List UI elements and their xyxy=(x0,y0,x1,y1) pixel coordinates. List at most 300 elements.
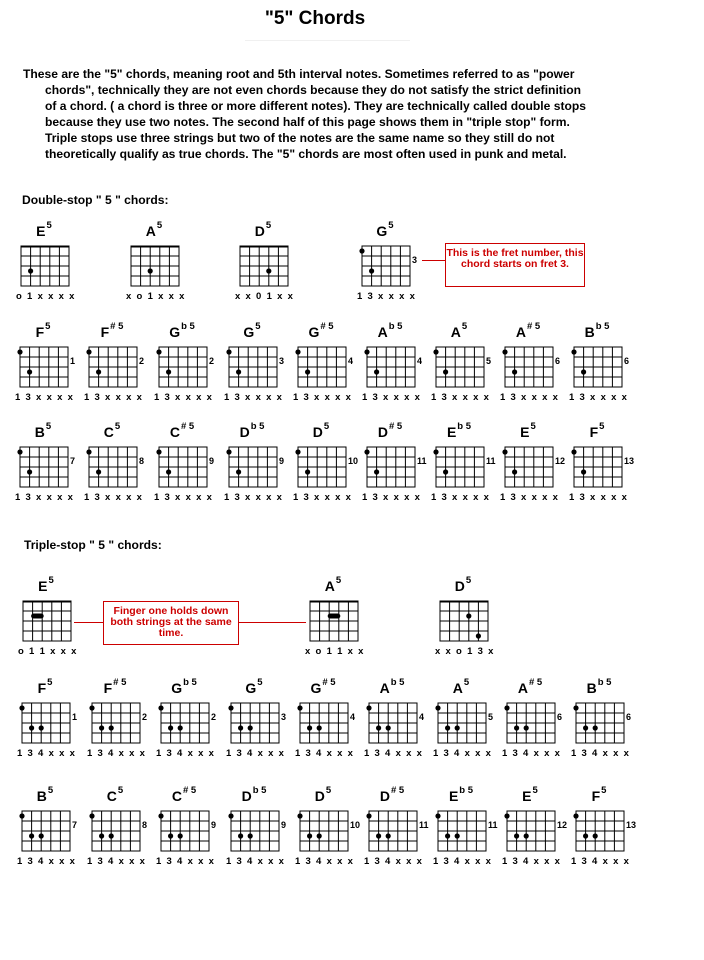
chord-name xyxy=(239,220,287,239)
fretboard-grid xyxy=(368,702,418,744)
chord-quality: # 5 xyxy=(390,785,405,796)
chord-name xyxy=(368,677,416,696)
chord-root: F xyxy=(37,680,47,696)
finger-numbers: 1 3 4 x x x xyxy=(433,748,493,759)
finger-dot xyxy=(17,349,22,354)
finger-dot xyxy=(39,833,44,838)
finger-dot xyxy=(573,705,578,710)
finger-dot xyxy=(366,705,371,710)
fret-number-callout: This is the fret number, this chord starts on fret 3. xyxy=(445,243,585,287)
fretboard-grid xyxy=(160,702,210,744)
chord-name xyxy=(575,785,623,804)
finger-dot xyxy=(99,725,104,730)
double-stop-heading: Double-stop " 5 " chords: xyxy=(22,193,169,207)
finger-dot xyxy=(571,349,576,354)
fretboard-grid xyxy=(435,446,485,488)
chord-name xyxy=(228,321,276,340)
fret-number: 7 xyxy=(72,820,78,830)
chord-root: E xyxy=(522,788,532,804)
chord-name xyxy=(366,421,414,440)
finger-numbers: x o 1 x x x xyxy=(126,291,186,302)
chord-quality: b 5 xyxy=(388,321,403,332)
finger-numbers: 1 3 x x x x xyxy=(224,392,284,403)
finger-numbers: 1 3 4 x x x xyxy=(502,856,562,867)
finger-dot xyxy=(573,813,578,818)
chord-name xyxy=(230,785,278,804)
finger-dot xyxy=(109,833,114,838)
finger-dot xyxy=(512,469,517,474)
finger-dot xyxy=(166,369,171,374)
fretboard-grid xyxy=(439,600,489,642)
finger-dot xyxy=(307,725,312,730)
chord-name xyxy=(130,220,178,239)
chord-name xyxy=(309,575,357,594)
chord-root: F xyxy=(591,788,601,804)
finger-dot xyxy=(236,369,241,374)
chord-name xyxy=(19,321,67,340)
chord-root: G xyxy=(243,324,255,340)
finger-numbers: 1 3 x x x x xyxy=(362,492,422,503)
chord-quality: 5 xyxy=(323,421,330,432)
fret-number: 4 xyxy=(419,712,425,722)
fretboard-grid xyxy=(361,245,411,287)
fretboard-grid xyxy=(230,810,280,852)
fret-number: 11 xyxy=(486,456,496,466)
chord-name xyxy=(88,321,136,340)
fretboard-grid xyxy=(366,446,416,488)
fretboard-grid xyxy=(573,446,623,488)
fretboard-grid xyxy=(575,810,625,852)
finger-numbers: 1 3 x x x x xyxy=(84,492,144,503)
fret-number: 10 xyxy=(350,820,361,830)
finger-numbers: 1 3 x x x x xyxy=(431,492,491,503)
chord-quality: b 5 xyxy=(457,421,472,432)
page-title: "5" Chords xyxy=(264,8,366,29)
finger-dot xyxy=(514,725,519,730)
chord-quality: 5 xyxy=(48,575,54,586)
chord-quality: 5 xyxy=(265,220,272,231)
fret-number: 2 xyxy=(209,356,215,366)
chord-quality: b 5 xyxy=(250,421,265,432)
fret-number: 8 xyxy=(139,456,145,466)
intro-line: Triple stops use three strings but two of the notes are the same name so they still do not xyxy=(45,131,555,145)
finger-dot xyxy=(28,268,33,273)
finger-dot xyxy=(476,633,481,638)
fretboard-grid xyxy=(230,702,280,744)
chord-name xyxy=(299,677,347,696)
finger-dot xyxy=(369,268,374,273)
fretboard-grid xyxy=(91,702,141,744)
finger-dot xyxy=(236,469,241,474)
fretboard-grid xyxy=(437,702,487,744)
chord-root: G xyxy=(245,680,257,696)
finger-dot xyxy=(502,449,507,454)
fret-number: 3 xyxy=(281,712,287,722)
fretboard-grid xyxy=(299,702,349,744)
fretboard-grid xyxy=(88,446,138,488)
fretboard-grid xyxy=(297,346,347,388)
finger-dot xyxy=(593,725,598,730)
fret-number: 1 xyxy=(70,356,76,366)
finger-dot xyxy=(297,705,302,710)
chord-name xyxy=(299,785,347,804)
fretboard-grid xyxy=(573,346,623,388)
finger-dot xyxy=(226,349,231,354)
chord-name xyxy=(437,785,485,804)
finger-dot xyxy=(364,349,369,354)
finger-dot xyxy=(593,833,598,838)
finger-dot xyxy=(445,833,450,838)
finger-dot xyxy=(305,469,310,474)
chord-quality: # 5 xyxy=(528,677,543,688)
chord-quality: 5 xyxy=(257,677,263,688)
finger-dot xyxy=(433,449,438,454)
chord-root: G xyxy=(171,680,183,696)
fret-number: 5 xyxy=(488,712,494,722)
finger-dot xyxy=(435,705,440,710)
finger-dot xyxy=(504,813,509,818)
fret-number: 9 xyxy=(211,820,217,830)
finger-numbers: 1 3 x x x x xyxy=(293,492,353,503)
chord-root: A xyxy=(517,680,528,696)
chord-quality: 5 xyxy=(114,421,121,432)
chord-quality: # 5 xyxy=(320,321,334,332)
chord-name xyxy=(439,575,487,594)
chord-root: A xyxy=(452,680,463,696)
chord-root: F xyxy=(100,324,110,340)
finger-dot xyxy=(168,725,173,730)
chord-quality: b 5 xyxy=(252,785,267,796)
finger-dot xyxy=(158,705,163,710)
chord-root: E xyxy=(448,788,459,804)
finger-dot xyxy=(86,349,91,354)
finger-numbers: 1 3 4 x x x xyxy=(364,748,424,759)
finger-callout-connector-left xyxy=(74,622,104,623)
finger-dot xyxy=(466,613,471,618)
chord-root: F xyxy=(589,424,599,440)
finger-dot xyxy=(27,369,32,374)
finger-numbers: 1 3 4 x x x xyxy=(502,748,562,759)
chord-root: B xyxy=(36,788,47,804)
finger-dot xyxy=(238,725,243,730)
chord-root: B xyxy=(34,424,45,440)
fret-number: 9 xyxy=(281,820,287,830)
finger-dot xyxy=(376,725,381,730)
chord-root: G xyxy=(308,324,320,340)
chord-root: D xyxy=(239,424,250,440)
fret-number: 12 xyxy=(557,820,568,830)
finger-numbers: 1 3 x x x x xyxy=(362,392,422,403)
fretboard-grid xyxy=(299,810,349,852)
finger-dot xyxy=(266,268,271,273)
chord-name xyxy=(506,785,554,804)
chord-root: B xyxy=(584,324,595,340)
finger-numbers: 1 3 4 x x x xyxy=(295,856,355,867)
chord-quality: # 5 xyxy=(322,677,336,688)
fret-number: 7 xyxy=(70,456,76,466)
fretboard-grid xyxy=(435,346,485,388)
finger-dot xyxy=(443,369,448,374)
intro-line: theoretically qualify as true chords. The "5" chords are most often used in punk and metal. xyxy=(45,147,567,161)
fretboard-grid xyxy=(160,810,210,852)
chord-name xyxy=(20,220,68,239)
chord-quality: b 5 xyxy=(597,677,612,688)
finger-numbers: x x 0 1 x x xyxy=(235,291,295,302)
fretboard-grid xyxy=(20,245,70,287)
chord-quality: b 5 xyxy=(181,321,195,332)
finger-dot xyxy=(455,725,460,730)
finger-numbers: 1 3 4 x x x xyxy=(17,748,77,759)
chord-root: G xyxy=(169,324,181,340)
finger-dot xyxy=(99,833,104,838)
chord-quality: 5 xyxy=(156,220,163,231)
finger-callout-connector-right xyxy=(238,622,306,623)
finger-dot xyxy=(386,725,391,730)
fretboard-grid xyxy=(158,446,208,488)
chord-root: C xyxy=(106,788,117,804)
fret-number: 1 xyxy=(72,712,78,722)
finger-dot xyxy=(512,369,517,374)
fretboard-grid xyxy=(19,346,69,388)
finger-dot xyxy=(96,369,101,374)
chord-name xyxy=(160,785,208,804)
fretboard-grid xyxy=(575,702,625,744)
fret-number: 6 xyxy=(555,356,561,366)
chord-quality: # 5 xyxy=(180,421,195,432)
finger-dot xyxy=(89,813,94,818)
finger-numbers: 1 3 4 x x x xyxy=(571,748,631,759)
finger-dot xyxy=(295,349,300,354)
chord-name xyxy=(573,421,621,440)
chord-name xyxy=(297,421,345,440)
fretboard-grid xyxy=(130,245,180,287)
chord-quality: # 5 xyxy=(110,321,124,332)
chord-quality: 5 xyxy=(465,575,472,586)
finger-dot xyxy=(148,268,153,273)
chord-quality: 5 xyxy=(532,785,538,796)
finger-dot xyxy=(158,813,163,818)
fret-number: 2 xyxy=(211,712,217,722)
fretboard-grid xyxy=(158,346,208,388)
fret-callout-connector xyxy=(422,260,446,261)
chord-quality: b 5 xyxy=(390,677,405,688)
fret-number: 13 xyxy=(626,820,637,830)
finger-dot xyxy=(581,469,586,474)
finger-numbers: 1 3 x x x x xyxy=(224,492,284,503)
fret-number: 10 xyxy=(348,456,359,466)
fretboard-grid xyxy=(504,446,554,488)
finger-dot xyxy=(514,833,519,838)
fretboard-grid xyxy=(91,810,141,852)
finger-dot xyxy=(359,248,364,253)
finger-dot xyxy=(248,725,253,730)
fret-number: 13 xyxy=(624,456,635,466)
chord-name xyxy=(91,785,139,804)
chord-quality: 5 xyxy=(47,677,53,688)
finger-dot xyxy=(317,725,322,730)
finger-dot xyxy=(504,705,509,710)
fret-number: 3 xyxy=(279,356,285,366)
finger-numbers: 1 3 4 x x x xyxy=(156,748,216,759)
finger-numbers: 1 3 4 x x x xyxy=(226,856,286,867)
chord-quality: 5 xyxy=(461,321,468,332)
fret-number: 11 xyxy=(417,456,427,466)
finger-dot xyxy=(307,833,312,838)
fretboard-grid xyxy=(506,810,556,852)
finger-dot xyxy=(19,705,24,710)
finger-dot xyxy=(178,725,183,730)
chord-root: A xyxy=(377,324,388,340)
finger-dot xyxy=(295,449,300,454)
fretboard-grid xyxy=(504,346,554,388)
fret-number: 8 xyxy=(142,820,148,830)
chord-root: E xyxy=(446,424,457,440)
fretboard-grid xyxy=(21,702,71,744)
fretboard-grid xyxy=(228,346,278,388)
chord-root: B xyxy=(586,680,597,696)
finger-numbers: 1 3 x x x x xyxy=(293,392,353,403)
fret-number: 9 xyxy=(209,456,215,466)
chord-quality: # 5 xyxy=(526,321,541,332)
chord-root: D xyxy=(241,788,252,804)
finger-dot xyxy=(386,833,391,838)
chord-name xyxy=(230,677,278,696)
chord-name xyxy=(160,677,208,696)
intro-paragraph xyxy=(23,66,663,162)
finger-dot xyxy=(364,449,369,454)
chord-quality: 5 xyxy=(388,220,394,231)
chord-quality: 5 xyxy=(335,575,342,586)
finger-dot xyxy=(581,369,586,374)
fret-number: 6 xyxy=(626,712,632,722)
finger-dot xyxy=(86,449,91,454)
chord-quality: 5 xyxy=(463,677,470,688)
finger-numbers: 1 3 x x x x xyxy=(357,291,417,302)
finger-numbers: 1 3 4 x x x xyxy=(295,748,355,759)
chord-name xyxy=(22,575,70,594)
fret-number: 6 xyxy=(557,712,563,722)
chord-name xyxy=(361,220,409,239)
chord-quality: # 5 xyxy=(388,421,403,432)
finger-dot xyxy=(366,813,371,818)
intro-line: chords", technically they are not even chords because they do not satisfy the strict definition xyxy=(45,83,581,97)
finger-dot xyxy=(226,449,231,454)
finger-numbers: 1 3 4 x x x xyxy=(226,748,286,759)
finger-dot xyxy=(168,833,173,838)
finger-numbers: 1 3 4 x x x xyxy=(87,748,147,759)
chord-name xyxy=(366,321,414,340)
chord-quality: 5 xyxy=(601,785,607,796)
fret-number: 9 xyxy=(279,456,285,466)
finger-numbers: 1 3 x x x x xyxy=(15,492,75,503)
chord-name xyxy=(368,785,416,804)
finger-numbers: x x o 1 3 x xyxy=(435,646,495,657)
chord-quality: 5 xyxy=(47,785,54,796)
chord-name xyxy=(19,421,67,440)
chord-root: G xyxy=(376,223,388,239)
finger-barre-callout: Finger one holds down both strings at the same time. xyxy=(103,601,239,645)
chord-root: D xyxy=(314,788,325,804)
finger-dot xyxy=(524,833,529,838)
chord-name xyxy=(504,421,552,440)
chord-name xyxy=(297,321,345,340)
chord-quality: b 5 xyxy=(459,785,474,796)
chord-quality: b 5 xyxy=(183,677,197,688)
finger-numbers: 1 3 x x x x xyxy=(431,392,491,403)
intro-line: These are the "5" chords, meaning root and 5th interval notes. Sometimes referred to as "power xyxy=(23,67,575,81)
fretboard-grid xyxy=(19,446,69,488)
chord-name xyxy=(437,677,485,696)
finger-numbers: 1 3 4 x x x xyxy=(364,856,424,867)
fret-number: 11 xyxy=(488,820,498,830)
finger-dot xyxy=(238,833,243,838)
chord-quality: 5 xyxy=(530,421,536,432)
chord-quality: 5 xyxy=(599,421,605,432)
chord-name xyxy=(21,785,69,804)
finger-dot xyxy=(443,469,448,474)
finger-numbers: x o 1 1 x x xyxy=(305,646,365,657)
chord-quality: 5 xyxy=(325,785,332,796)
chord-root: D xyxy=(254,223,265,239)
finger-dot xyxy=(571,449,576,454)
fretboard-grid xyxy=(506,702,556,744)
finger-dot xyxy=(29,725,34,730)
chord-name xyxy=(435,321,483,340)
chord-name xyxy=(228,421,276,440)
finger-dot xyxy=(376,833,381,838)
finger-numbers: 1 3 x x x x xyxy=(154,492,214,503)
chord-root: C xyxy=(103,424,114,440)
fretboard-grid xyxy=(297,446,347,488)
fret-number: 5 xyxy=(486,356,492,366)
chord-root: C xyxy=(171,788,182,804)
finger-numbers: o 1 1 x x x xyxy=(18,646,78,657)
finger-dot xyxy=(524,725,529,730)
finger-numbers: 1 3 4 x x x xyxy=(433,856,493,867)
fretboard-grid xyxy=(309,600,359,642)
chord-root: A xyxy=(379,680,390,696)
finger-numbers: 1 3 x x x x xyxy=(15,392,75,403)
chord-name xyxy=(91,677,139,696)
fret-number: 6 xyxy=(624,356,630,366)
finger-dot xyxy=(29,833,34,838)
finger-dot xyxy=(502,349,507,354)
finger-numbers: 1 3 x x x x xyxy=(500,392,560,403)
finger-dot xyxy=(27,469,32,474)
fret-number: 2 xyxy=(139,356,145,366)
finger-dot xyxy=(374,469,379,474)
fret-number: 3 xyxy=(412,255,418,265)
chord-root: A xyxy=(450,324,461,340)
finger-numbers: 1 3 4 x x x xyxy=(571,856,631,867)
chord-name xyxy=(575,677,623,696)
chord-name xyxy=(573,321,621,340)
finger-dot xyxy=(374,369,379,374)
finger-dot xyxy=(109,725,114,730)
chord-root: C xyxy=(169,424,180,440)
fretboard-grid xyxy=(228,446,278,488)
chord-name xyxy=(88,421,136,440)
finger-dot xyxy=(583,833,588,838)
chord-root: E xyxy=(38,578,48,594)
fretboard-grid xyxy=(21,810,71,852)
chord-root: D xyxy=(454,578,465,594)
intro-line: because they use two notes. The second half of this page shows them in "triple stop" form. xyxy=(45,115,570,129)
finger-dot xyxy=(433,349,438,354)
chord-quality: b 5 xyxy=(595,321,610,332)
finger-dot xyxy=(297,813,302,818)
finger-dot xyxy=(17,449,22,454)
